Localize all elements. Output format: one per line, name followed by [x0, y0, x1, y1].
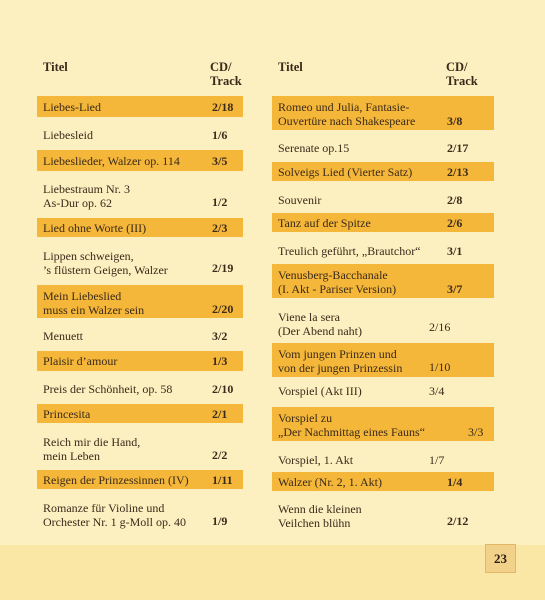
track-number: 2/20 [212, 302, 234, 316]
track-entry [272, 213, 494, 232]
track-entry [37, 124, 243, 145]
track-number: 1/2 [212, 195, 228, 209]
track-entry [272, 96, 494, 130]
track-number: 2/10 [212, 382, 234, 396]
track-entry [37, 431, 243, 465]
track-number: 2/13 [447, 165, 469, 179]
track-number: 3/8 [447, 114, 463, 128]
track-entry [37, 497, 243, 531]
track-number: 1/11 [212, 473, 233, 487]
track-entry [37, 470, 243, 489]
track-title: Tanz auf der Spitze [278, 216, 371, 230]
track-column-header: CD/ Track [210, 60, 242, 88]
track-title: Reigen der Prinzessinnen (IV) [43, 473, 189, 487]
track-number: 1/3 [212, 354, 228, 368]
track-title: Liebes-Lied [43, 100, 101, 114]
track-number: 2/6 [447, 216, 463, 230]
track-entry [37, 378, 243, 399]
track-title: Souvenir [278, 193, 322, 207]
track-title: Treulich geführt, „Brautchor“ [278, 244, 421, 258]
track-number: 2/17 [447, 141, 469, 155]
track-number: 3/7 [447, 282, 463, 296]
track-column-header: CD/ Track [446, 60, 478, 88]
track-entry [37, 150, 243, 171]
track-entry [272, 380, 494, 401]
track-entry [272, 306, 494, 340]
track-title: Liebeslieder, Walzer op. 114 [43, 154, 180, 168]
track-title: Romanze für Violine und Orchester Nr. 1 g-Moll op. 40 [43, 501, 186, 529]
track-title: Romeo und Julia, Fantasie- Ouvertüre nach Shakespeare [278, 100, 416, 128]
track-entry [272, 472, 494, 491]
track-entry [37, 218, 243, 237]
track-title: Solveigs Lied (Vierter Satz) [278, 165, 413, 179]
track-number: 2/18 [212, 100, 234, 114]
track-title: Liebesleid [43, 128, 93, 142]
title-column-header: Titel [43, 60, 68, 74]
page-number: 23 [485, 544, 516, 573]
track-number: 3/3 [468, 425, 484, 439]
track-title: Liebestraum Nr. 3 As-Dur op. 62 [43, 182, 130, 210]
track-number: 2/19 [212, 261, 234, 275]
track-number: 1/10 [429, 360, 451, 374]
track-number: 2/1 [212, 407, 228, 421]
track-number: 1/4 [447, 475, 463, 489]
track-title: Vorspiel (Akt III) [278, 384, 362, 398]
track-number: 2/8 [447, 193, 463, 207]
track-title: Reich mir die Hand, mein Leben [43, 435, 141, 463]
track-entry [37, 404, 243, 423]
track-title: Vorspiel zu „Der Nachmittag eines Fauns“ [278, 411, 425, 439]
track-entry [272, 498, 494, 532]
track-entry [272, 240, 494, 261]
track-entry [37, 178, 243, 212]
track-number: 3/5 [212, 154, 228, 168]
track-entry [272, 137, 494, 158]
track-title: Venusberg-Bacchanale (I. Akt - Pariser Version) [278, 268, 397, 296]
track-number: 1/6 [212, 128, 228, 142]
track-title: Wenn die kleinen Veilchen blühn [278, 502, 362, 530]
track-number: 2/12 [447, 514, 469, 528]
track-number: 3/1 [447, 244, 463, 258]
track-number: 3/4 [429, 384, 445, 398]
track-number: 1/7 [429, 453, 445, 467]
track-title: Plaisir d’amour [43, 354, 118, 368]
track-number: 2/3 [212, 221, 228, 235]
track-entry [272, 343, 494, 377]
track-title: Vorspiel, 1. Akt [278, 453, 354, 467]
track-title: Walzer (Nr. 2, 1. Akt) [278, 475, 383, 489]
track-title: Vom jungen Prinzen und von der jungen Prinzessin [278, 347, 403, 375]
track-entry [37, 351, 243, 371]
track-title: Mein Liebeslied muss ein Walzer sein [43, 289, 145, 317]
title-column-header: Titel [278, 60, 303, 74]
track-entry [272, 162, 494, 181]
track-entry [272, 264, 494, 298]
track-entry [37, 96, 243, 117]
track-title: Lied ohne Worte (III) [43, 221, 147, 235]
track-number: 2/16 [429, 320, 451, 334]
track-number: 2/2 [212, 448, 228, 462]
track-entry [272, 449, 494, 470]
track-title: Princesita [43, 407, 91, 421]
track-entry [37, 285, 243, 318]
track-title: Lippen schweigen, ’s flüstern Geigen, Walzer [43, 249, 168, 277]
page-footer [0, 545, 545, 600]
track-entry [272, 407, 494, 441]
track-entry [37, 245, 243, 279]
track-number: 1/9 [212, 514, 228, 528]
track-title: Menuett [43, 329, 83, 343]
track-title: Viene la sera (Der Abend naht) [278, 310, 362, 338]
track-entry [37, 325, 243, 346]
track-title: Preis der Schönheit, op. 58 [43, 382, 173, 396]
track-entry [272, 189, 494, 210]
track-number: 3/2 [212, 329, 228, 343]
track-title: Serenate op.15 [278, 141, 350, 155]
